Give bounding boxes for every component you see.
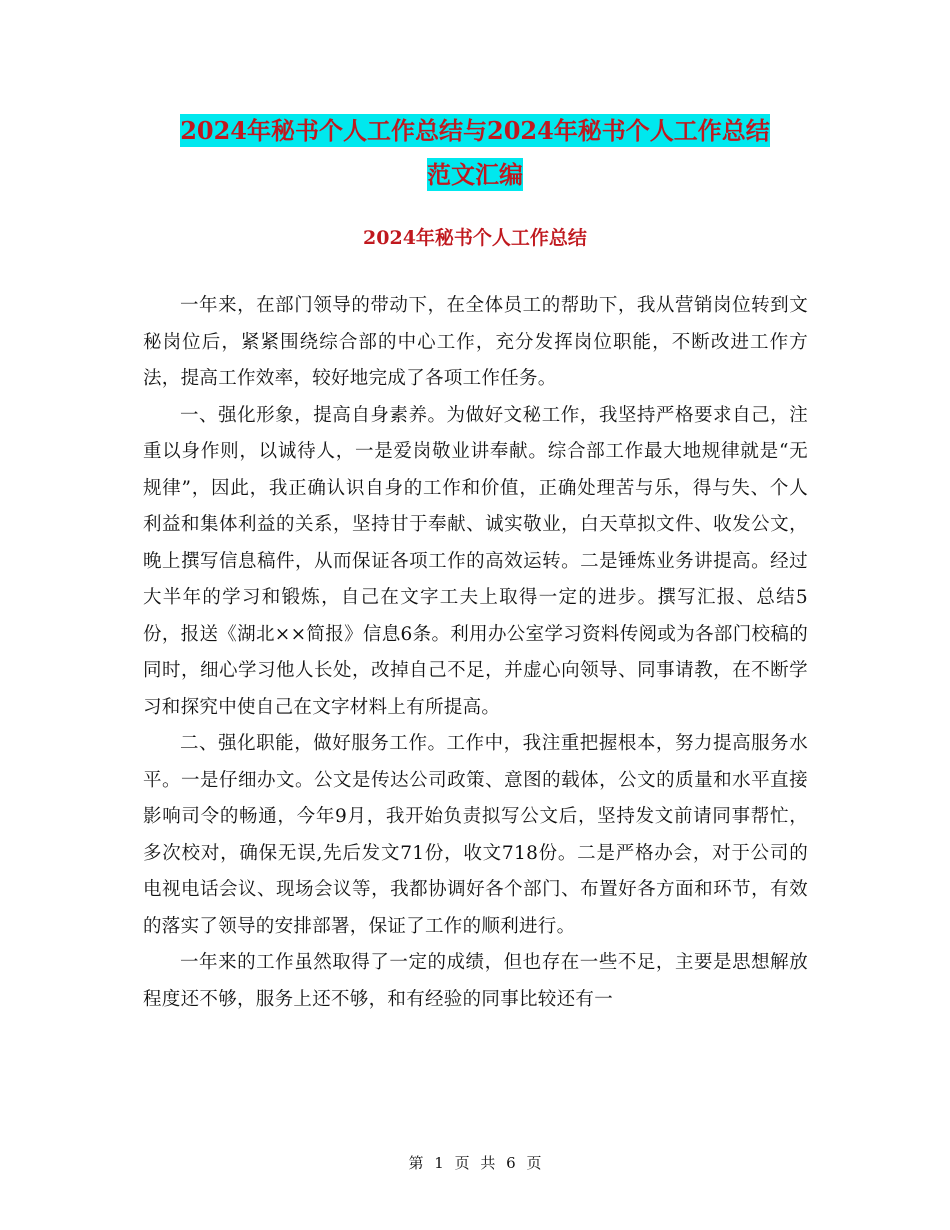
document-title-text-1: 2024年秘书个人工作总结与2024年秘书个人工作总结: [180, 116, 770, 145]
document-title-line-1: [0, 110, 950, 152]
document-body: [143, 288, 808, 1018]
paragraph-image-quality: 一、强化形象，提高自身素养。为做好文秘工作，我坚持严格要求自己，注重以身作则，以诚待人，一是爱岗敬业讲奉献。综合部工作最大地规律就是“无规律”，因此，我正确认识自身的工作和价值，正确处理苦与乐，得与失、个人利益和集体利益的关系，坚持甘于奉献、诚实敬业，白天草拟文件、收发公文，晚上撰写信息稿件，从而保证各项工作的高效运转。二是锤炼业务讲提高。经过大半年的学习和锻炼，自己在文字工夫上取得一定的进步。撰写汇报、总结5份，报送《湖北××简报》信息6条。利用办公室学习资料传阅或为各部门校稿的同时，细心学习他人长处，改掉自己不足，并虚心向领导、同事请教，在不断学习和探究中使自己在文字材料上有所提高。: [143, 404, 808, 718]
document-title-text-2: 范文汇编: [427, 160, 523, 189]
paragraph-shortcomings: 一年来的工作虽然取得了一定的成绩，但也存在一些不足，主要是思想解放程度还不够，服务上还不够，和有经验的同事比较还有一: [143, 952, 808, 1010]
page-footer: 第 1 页 共 6 页: [408, 1154, 542, 1172]
document-title-line-2: [0, 154, 950, 196]
paragraph-service-function: 二、强化职能，做好服务工作。工作中，我注重把握根本，努力提高服务水平。一是仔细办文。公文是传达公司政策、意图的载体，公文的质量和水平直接影响司令的畅通，今年9月，我开始负责拟写公文后，坚持发文前请同事帮忙，多次校对，确保无误,先后发文71份，收文718份。二是严格办会，对于公司的电视电话会议、现场会议等，我都协调好各个部门、布置好各方面和环节，有效的落实了领导的安排部署，保证了工作的顺利进行。: [143, 733, 808, 937]
paragraph-intro: 一年来，在部门领导的带动下，在全体员工的帮助下，我从营销岗位转到文秘岗位后，紧紧围绕综合部的中心工作，充分发挥岗位职能，不断改进工作方法，提高工作效率，较好地完成了各项工作任务。: [143, 295, 808, 389]
section-heading: 2024年秘书个人工作总结: [363, 227, 587, 249]
